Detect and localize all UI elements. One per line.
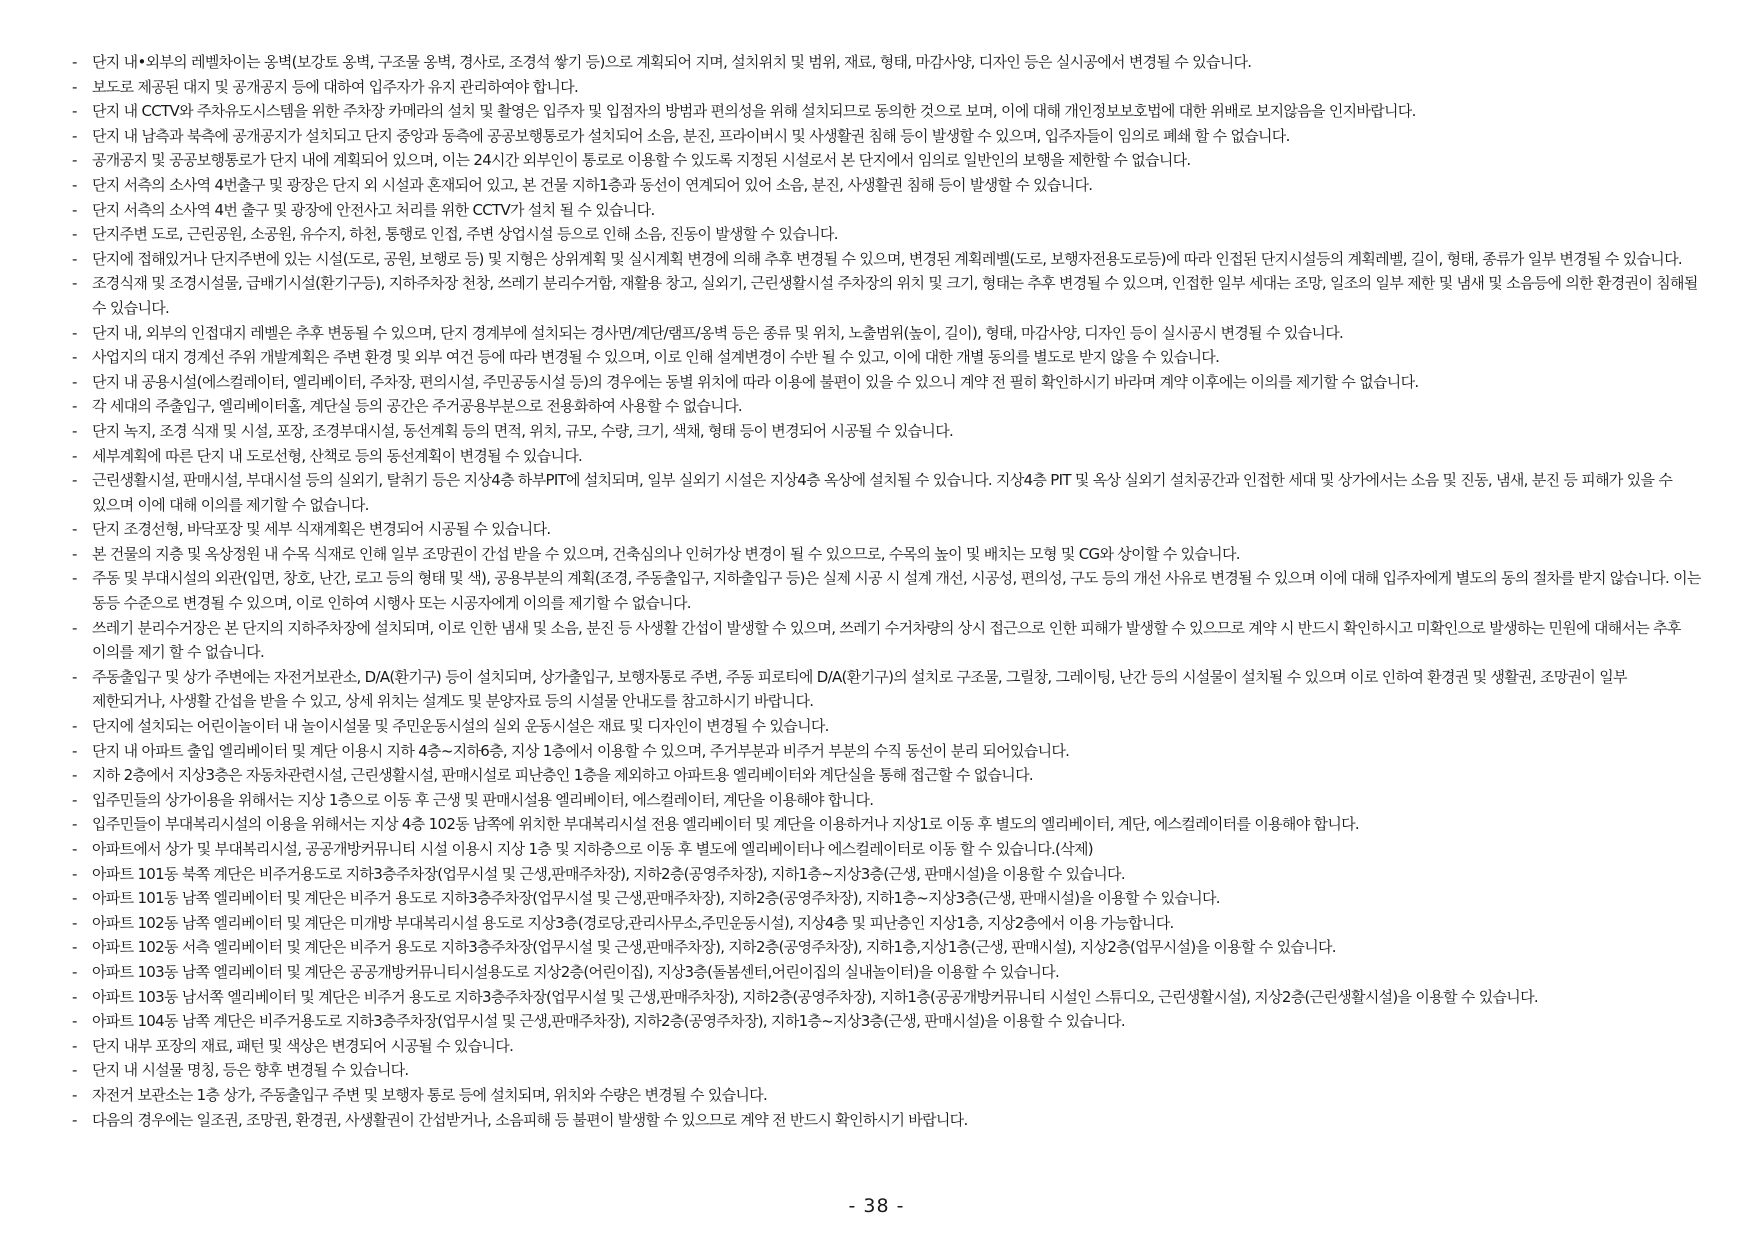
notice-item	[72, 542, 1702, 567]
list-bullet: -	[72, 323, 77, 342]
list-bullet: -	[72, 962, 77, 981]
notice-text: 단지 서측의 소사역 4번출구 및 광장은 단지 외 시설과 혼재되어 있고, 본 건물 지하1층과 동선이 연계되어 있어 소음, 분진, 사생활권 침해 등이 발생할 수 있습니다.	[92, 175, 1093, 194]
notice-text: 쓰레기 분리수거장은 본 단지의 지하주차장에 설치되며, 이로 인한 냄새 및 소음, 분진 등 사생활 간섭이 발생할 수 있으며, 쓰레기 수거차량의 상시 접근으로 인한 피해가 발생할 수 있으므로 계약 시 반드시 확인하시고 미확인으로 발생하는 민원에 대해서는 추후 이의를 제기 할 수 없습니다.	[92, 618, 1681, 662]
notice-text: 단지 조경선형, 바닥포장 및 세부 식재계획은 변경되어 시공될 수 있습니다.	[92, 520, 551, 539]
notice-text: 아파트 103동 남쪽 엘리베이터 및 계단은 공공개방커뮤니티시설용도로 지상2층(어린이집), 지상3층(돌봄센터,어린이집의 실내놀이터)을 이용할 수 있습니다.	[92, 962, 1060, 981]
notice-text: 입주민들이 부대복리시설의 이용을 위해서는 지상 4층 102동 남쪽에 위치한 부대복리시설 전용 엘리베이터 및 계단을 이용하거나 지상1로 이동 후 별도의 엘리베이터, 계단, 에스컬레이터를 이용해야 합니다.	[92, 815, 1359, 834]
list-bullet: -	[72, 126, 77, 145]
list-bullet: -	[72, 421, 77, 440]
list-bullet: -	[72, 1012, 77, 1031]
list-bullet: -	[72, 274, 77, 293]
notice-item	[72, 173, 1702, 198]
notice-item	[72, 394, 1702, 419]
list-bullet: -	[72, 987, 77, 1006]
notice-text: 단지 내•외부의 레벨차이는 옹벽(보강토 옹벽, 구조물 옹벽, 경사로, 조경석 쌓기 등)으로 계획되어 지며, 설치위치 및 범위, 재료, 형태, 마감사양, 디자인 등은 실시공에서 변경될 수 있습니다.	[92, 53, 1252, 71]
list-bullet: -	[72, 102, 77, 121]
notice-text: 단지 내 남측과 북측에 공개공지가 설치되고 단지 중앙과 동측에 공공보행통로가 설치되어 소음, 분진, 프라이버시 및 사생활권 침해 등이 발생할 수 있으며, 입주자들이 임의로 폐쇄 할 수 없습니다.	[92, 126, 1290, 145]
notice-item	[72, 370, 1702, 395]
notice-text: 아파트 102동 서측 엘리베이터 및 계단은 비주거 용도로 지하3층주차장(업무시설 및 근생,판매주차장), 지하2층(공영주차장), 지하1층,지상1층(근생, 판매시설), 지상2층(업무시설)을 이용할 수 있습니다.	[92, 938, 1336, 957]
list-bullet: -	[72, 249, 77, 268]
list-bullet: -	[72, 1110, 77, 1129]
list-bullet: -	[72, 520, 77, 539]
notice-text: 조경식재 및 조경시설물, 급배기시설(환기구등), 지하주차장 천창, 쓰레기 분리수거함, 재활용 창고, 실외기, 근린생활시설 주차장의 위치 및 크기, 형태는 추후 변경될 수 있으며, 인접한 일부 세대는 조망, 일조의 일부 제한 및 냄새 및 소음등에 의한 환경권이 침해될 수 있습니다.	[92, 274, 1698, 317]
list-bullet: -	[72, 913, 77, 932]
notice-text: 공개공지 및 공공보행통로가 단지 내에 계획되어 있으며, 이는 24시간 외부인이 통로로 이용할 수 있도록 지정된 시설로서 본 단지에서 임의로 일반인의 보행을 제한할 수 없습니다.	[92, 151, 1191, 170]
list-bullet: -	[72, 397, 77, 416]
notice-item	[72, 960, 1702, 985]
notice-item	[72, 788, 1702, 813]
list-bullet: -	[72, 815, 77, 834]
notice-text: 단지 내 공용시설(에스컬레이터, 엘리베이터, 주차장, 편의시설, 주민공동시설 등)의 경우에는 동별 위치에 따라 이용에 불편이 있을 수 있으니 계약 전 필히 확인하시기 바라며 계약 이후에는 이의를 제기할 수 없습니다.	[92, 372, 1419, 391]
list-bullet: -	[72, 53, 77, 71]
notice-text: 단지 내 CCTV와 주차유도시스템을 위한 주차장 카메라의 설치 및 촬영은 입주자 및 입점자의 방범과 편의성을 위해 설치되므로 동의한 것으로 보며, 이에 대해 개인정보보호법에 대한 위배로 보지않음을 인지바랍니다.	[92, 102, 1416, 121]
notice-text: 다음의 경우에는 일조권, 조망권, 환경권, 사생활권이 간섭받거나, 소음피해 등 불편이 발생할 수 있으므로 계약 전 반드시 확인하시기 바랍니다.	[92, 1110, 968, 1129]
notice-text: 아파트 101동 남쪽 엘리베이터 및 계단은 비주거 용도로 지하3층주차장(업무시설 및 근생,판매주차장), 지하2층(공영주차장), 지하1층~지상3층(근생, 판매시설)을 이용할 수 있습니다.	[92, 889, 1220, 908]
list-bullet: -	[72, 544, 77, 563]
notice-text: 보도로 제공된 대지 및 공개공지 등에 대하여 입주자가 유지 관리하여야 합니다.	[92, 77, 579, 96]
list-bullet: -	[72, 1085, 77, 1104]
notice-item	[72, 714, 1702, 739]
notice-text: 주동출입구 및 상가 주변에는 자전거보관소, D/A(환기구) 등이 설치되며, 상가출입구, 보행자통로 주변, 주동 피로티에 D/A(환기구)의 설치로 구조물, 그릴창, 그레이팅, 난간 등의 시설물이 설치될 수 있으며 이로 인하여 환경권 및 생활권, 조망권이 일부 제한되거나, 사생활 간섭을 받을 수 있고, 상세 위치는 설계도 및 분양자료 등의 시설물 안내도를 참고하시기 바랍니다.	[92, 667, 1627, 711]
notice-text: 사업지의 대지 경계선 주위 개발계획은 주변 환경 및 외부 여건 등에 따라 변경될 수 있으며, 이로 인해 설계변경이 수반 될 수 있고, 이에 대한 개별 동의를 별도로 받지 않을 수 있습니다.	[92, 348, 1220, 367]
notice-item	[72, 837, 1702, 862]
list-bullet: -	[72, 766, 77, 785]
notice-item	[72, 468, 1702, 517]
list-bullet: -	[72, 446, 77, 465]
notice-item	[72, 862, 1702, 887]
notice-item	[72, 517, 1702, 542]
notice-item	[72, 911, 1702, 936]
notice-item	[72, 665, 1702, 714]
notice-text: 단지 녹지, 조경 식재 및 시설, 포장, 조경부대시설, 동선계획 등의 면적, 위치, 규모, 수량, 크기, 색채, 형태 등이 변경되어 시공될 수 있습니다.	[92, 421, 954, 440]
list-bullet: -	[72, 569, 77, 588]
notice-item	[72, 1009, 1702, 1034]
notice-text: 지하 2층에서 지상3층은 자동차관련시설, 근린생활시설, 판매시설로 피난층인 1층을 제외하고 아파트용 엘리베이터와 계단실을 통해 접근할 수 없습니다.	[92, 766, 1033, 785]
notice-item	[72, 444, 1702, 469]
notice-text: 본 건물의 지층 및 옥상정원 내 수목 식재로 인해 일부 조망권이 간섭 받을 수 있으며, 건축심의나 인허가상 변경이 될 수 있으므로, 수목의 높이 및 배치는 모형 및 CG와 상이할 수 있습니다.	[92, 544, 1240, 563]
notice-item	[72, 222, 1702, 247]
list-bullet: -	[72, 889, 77, 908]
notice-item	[72, 148, 1702, 173]
notice-item	[72, 124, 1702, 149]
list-bullet: -	[72, 667, 77, 686]
list-bullet: -	[72, 372, 77, 391]
notice-text: 아파트에서 상가 및 부대복리시설, 공공개방커뮤니티 시설 이용시 지상 1층 및 지하층으로 이동 후 별도에 엘리베이터나 에스컬레이터로 이동 할 수 있습니다.(삭제)	[92, 840, 1093, 858]
list-bullet: -	[72, 741, 77, 760]
notice-item	[72, 419, 1702, 444]
notice-item	[72, 616, 1702, 665]
notice-item	[72, 886, 1702, 911]
notice-text: 단지 내부 포장의 재료, 패턴 및 색상은 변경되어 시공될 수 있습니다.	[92, 1036, 514, 1055]
notice-text: 단지 서측의 소사역 4번 출구 및 광장에 안전사고 처리를 위한 CCTV가 설치 될 수 있습니다.	[92, 200, 655, 219]
page-number: - 38 -	[848, 1195, 905, 1217]
list-bullet: -	[72, 175, 77, 194]
notice-text: 주동 및 부대시설의 외관(입면, 창호, 난간, 로고 등의 형태 및 색), 공용부분의 계획(조경, 주동출입구, 지하출입구 등)은 실제 시공 시 설계 개선, 시공성, 편의성, 구도 등의 개선 사유로 변경될 수 있으며 이에 대해 입주자에게 별도의 동의 절차를 받지 않습니다. 이는 동등 수준으로 변경될 수 있으며, 이로 인하여 시행사 또는 시공자에게 이의를 제기할 수 없습니다.	[92, 569, 1701, 613]
notice-item	[72, 1108, 1702, 1133]
notice-item	[72, 1083, 1702, 1108]
notice-item	[72, 1034, 1702, 1059]
list-bullet: -	[72, 864, 77, 883]
notice-item	[72, 198, 1702, 223]
notice-text: 각 세대의 주출입구, 엘리베이터홀, 계단실 등의 공간은 주거공용부분으로 전용화하여 사용할 수 없습니다.	[92, 397, 742, 416]
list-bullet: -	[72, 790, 77, 809]
notice-item	[72, 1058, 1702, 1083]
notice-text: 단지 내 아파트 출입 엘리베이터 및 계단 이용시 지하 4층~지하6층, 지상 1층에서 이용할 수 있으며, 주거부분과 비주거 부분의 수직 동선이 분리 되어있습니다.	[92, 741, 1070, 760]
notice-item	[72, 985, 1702, 1010]
notice-item	[72, 812, 1702, 837]
notice-text: 자전거 보관소는 1층 상가, 주동출입구 주변 및 보행자 통로 등에 설치되며, 위치와 수량은 변경될 수 있습니다.	[92, 1085, 768, 1104]
notice-text: 단지 내, 외부의 인접대지 레벨은 추후 변동될 수 있으며, 단지 경계부에 설치되는 경사면/계단/램프/옹벽 등은 종류 및 위치, 노출범위(높이, 길이), 형태, 마감사양, 디자인 등이 실시공시 변경될 수 있습니다.	[92, 323, 1344, 342]
notice-item	[72, 763, 1702, 788]
notice-item	[72, 99, 1702, 124]
notice-text: 단지주변 도로, 근린공원, 소공원, 유수지, 하천, 통행로 인접, 주변 상업시설 등으로 인해 소음, 진동이 발생할 수 있습니다.	[92, 225, 838, 244]
notice-text: 아파트 102동 남쪽 엘리베이터 및 계단은 미개방 부대복리시설 용도로 지상3층(경로당,관리사무소,주민운동시설), 지상4층 및 피난층인 지상1층, 지상2층에서 이용 가능합니다.	[92, 913, 1174, 932]
notice-text: 단지 내 시설물 명칭, 등은 향후 변경될 수 있습니다.	[92, 1061, 409, 1080]
list-bullet: -	[72, 618, 77, 637]
list-bullet: -	[72, 77, 77, 96]
notice-item	[72, 247, 1702, 272]
list-bullet: -	[72, 717, 77, 736]
list-bullet: -	[72, 151, 77, 170]
notice-text: 단지에 설치되는 어린이놀이터 내 놀이시설물 및 주민운동시설의 실외 운동시설은 재료 및 디자인이 변경될 수 있습니다.	[92, 717, 829, 736]
notice-text: 세부계획에 따른 단지 내 도로선형, 산책로 등의 동선계획이 변경될 수 있습니다.	[92, 446, 583, 465]
notice-list	[72, 50, 1702, 1132]
notice-item	[72, 566, 1702, 615]
notice-item	[72, 321, 1702, 346]
notice-item	[72, 50, 1702, 75]
list-bullet: -	[72, 200, 77, 219]
list-bullet: -	[72, 348, 77, 367]
list-bullet: -	[72, 840, 77, 858]
notice-text: 단지에 접해있거나 단지주변에 있는 시설(도로, 공원, 보행로 등) 및 지형은 상위계획 및 실시계획 변경에 의해 추후 변경될 수 있으며, 변경된 계획레벨(도로, 보행자전용도로등)에 따라 인접된 단지시설등의 계획레벨, 길이, 형태, 종류가 일부 변경될 수 있습니다.	[92, 249, 1682, 268]
notice-text: 아파트 104동 남쪽 계단은 비주거용도로 지하3층주차장(업무시설 및 근생,판매주차장), 지하2층(공영주차장), 지하1층~지상3층(근생, 판매시설)을 이용할 수 있습니다.	[92, 1012, 1125, 1031]
list-bullet: -	[72, 1036, 77, 1055]
notice-item	[72, 935, 1702, 960]
notice-item	[72, 75, 1702, 100]
notice-item	[72, 345, 1702, 370]
list-bullet: -	[72, 1061, 77, 1080]
notice-text: 입주민들의 상가이용을 위해서는 지상 1층으로 이동 후 근생 및 판매시설용 엘리베이터, 에스컬레이터, 계단을 이용해야 합니다.	[92, 790, 874, 809]
list-bullet: -	[72, 471, 77, 490]
notice-text: 아파트 103동 남서쪽 엘리베이터 및 계단은 비주거 용도로 지하3층주차장(업무시설 및 근생,판매주차장), 지하2층(공영주차장), 지하1층(공공개방커뮤니티 시설인 스튜디오, 근린생활시설), 지상2층(근린생활시설)을 이용할 수 있습니다.	[92, 987, 1538, 1006]
list-bullet: -	[72, 225, 77, 244]
notice-text: 아파트 101동 북쪽 계단은 비주거용도로 지하3층주차장(업무시설 및 근생,판매주차장), 지하2층(공영주차장), 지하1층~지상3층(근생, 판매시설)을 이용할 수 있습니다.	[92, 864, 1125, 883]
notice-text: 근린생활시설, 판매시설, 부대시설 등의 실외기, 탈취기 등은 지상4층 하부PIT에 설치되며, 일부 실외기 시설은 지상4층 옥상에 설치될 수 있습니다. 지상4층 PIT 및 옥상 실외기 설치공간과 인접한 세대 및 상가에서는 소음 및 진동, 냄새, 분진 등 피해가 있을 수 있으며 이에 대해 이의를 제기할 수 없습니다.	[92, 471, 1673, 514]
notice-item	[72, 271, 1702, 320]
list-bullet: -	[72, 938, 77, 957]
notice-item	[72, 739, 1702, 764]
